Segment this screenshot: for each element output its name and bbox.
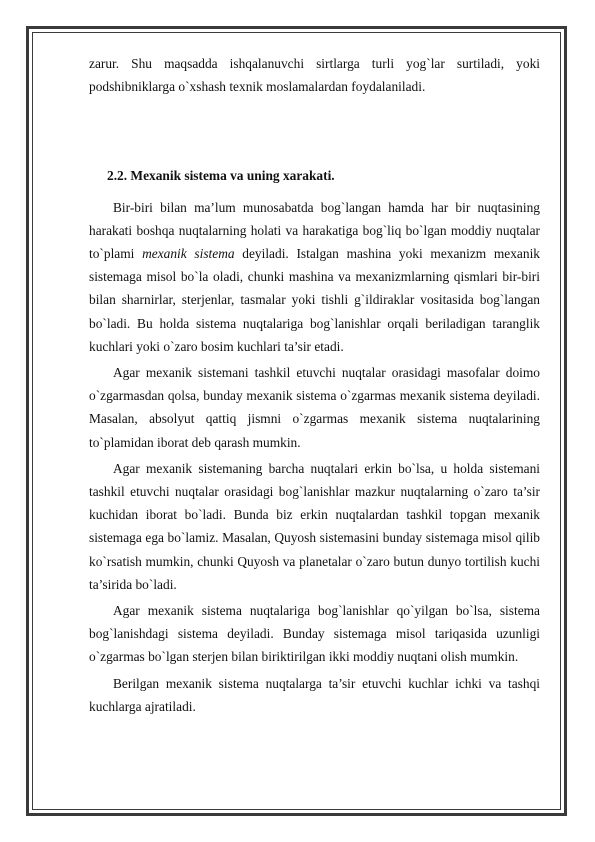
section-spacer: [89, 98, 540, 150]
paragraph-free-system: Agar mexanik sistemaning barcha nuqtalari erkin bo`lsa, u holda sistemani tashkil etuvchi nuqtalar orasidagi bog`lanishlar mazkur nuqtalarning o`zaro ta’sir kuchidan iborat bo`ladi. Bunda biz erkin nuqtalardan tashkil topgan mexanik sistemaga ega bo`lamiz. Masalan, Quyosh sistemasini bunday sistemaga misol qilib ko`rsatish mumkin, chunki Quyosh va planetalar o`zaro butun dunyo tortilish kuchi ta’sirida bo`ladi.: [89, 460, 540, 592]
paragraph-definition-end: deyiladi. Istalgan mashina yoki mexanizm mexanik sistemaga misol bo`la oladi, chunki mashina va mexanizmlarning qismlari bir-biri bilan sharnirlar, sterjenlar, tasmalar yoki tishli g`ildiraklar vositasida bog`langan bo`ladi. Bu holda sistema nuqtalariga bog`lanishlar orqali beriladigan taranglik kuchlari yoki o`zaro bosim kuchlari ta’sir etadi.: [89, 246, 540, 354]
section-heading: 2.2. Mexanik sistema va uning xarakati.: [107, 168, 335, 184]
term-mexanik-sistema: mexanik sistema: [142, 246, 235, 262]
paragraph-constrained-system: Agar mexanik sistema nuqtalariga bog`lanishlar qo`yilgan bo`lsa, sistema bog`lanishdagi sistema deyiladi. Bunday sistemaga misol tariqasida uzunligi o`zgarmas bo`lgan sterjen bilan biriktirilgan ikki moddiy nuqtani olish mumkin.: [89, 603, 540, 665]
paragraph-rigid-system: Agar mexanik sistemani tashkil etuvchi nuqtalar orasidagi masofalar doimo o`zgarmasdan qolsa, bunday mexanik sistema o`zgarmas mexanik sistema deyiladi. Masalan, absolyut qattiq jismni o`zgarmas mexanik sistema nuqtalarining to`plamidan iborat deb qarash mumkin.: [89, 365, 540, 450]
document-body: [89, 52, 540, 718]
paragraph-definition: [89, 196, 540, 358]
paragraph-forces: Berilgan mexanik sistema nuqtalarga ta’sir etuvchi kuchlar ichki va tashqi kuchlarga ajratiladi.: [89, 675, 540, 714]
intro-paragraph: zarur. Shu maqsadda ishqalanuvchi sirtlarga turli yog`lar surtiladi, yoki podshibniklarga o`xshash texnik moslamalardan foydalaniladi.: [89, 56, 540, 95]
paragraph-definition-start: Bir-biri bilan ma’lum munosabatda bog`langan hamda har bir nuqtasining harakati boshqa nuqtalarning holati va harakatiga bog`liq bo`lgan moddiy nuqtalar to`plami: [89, 199, 540, 262]
